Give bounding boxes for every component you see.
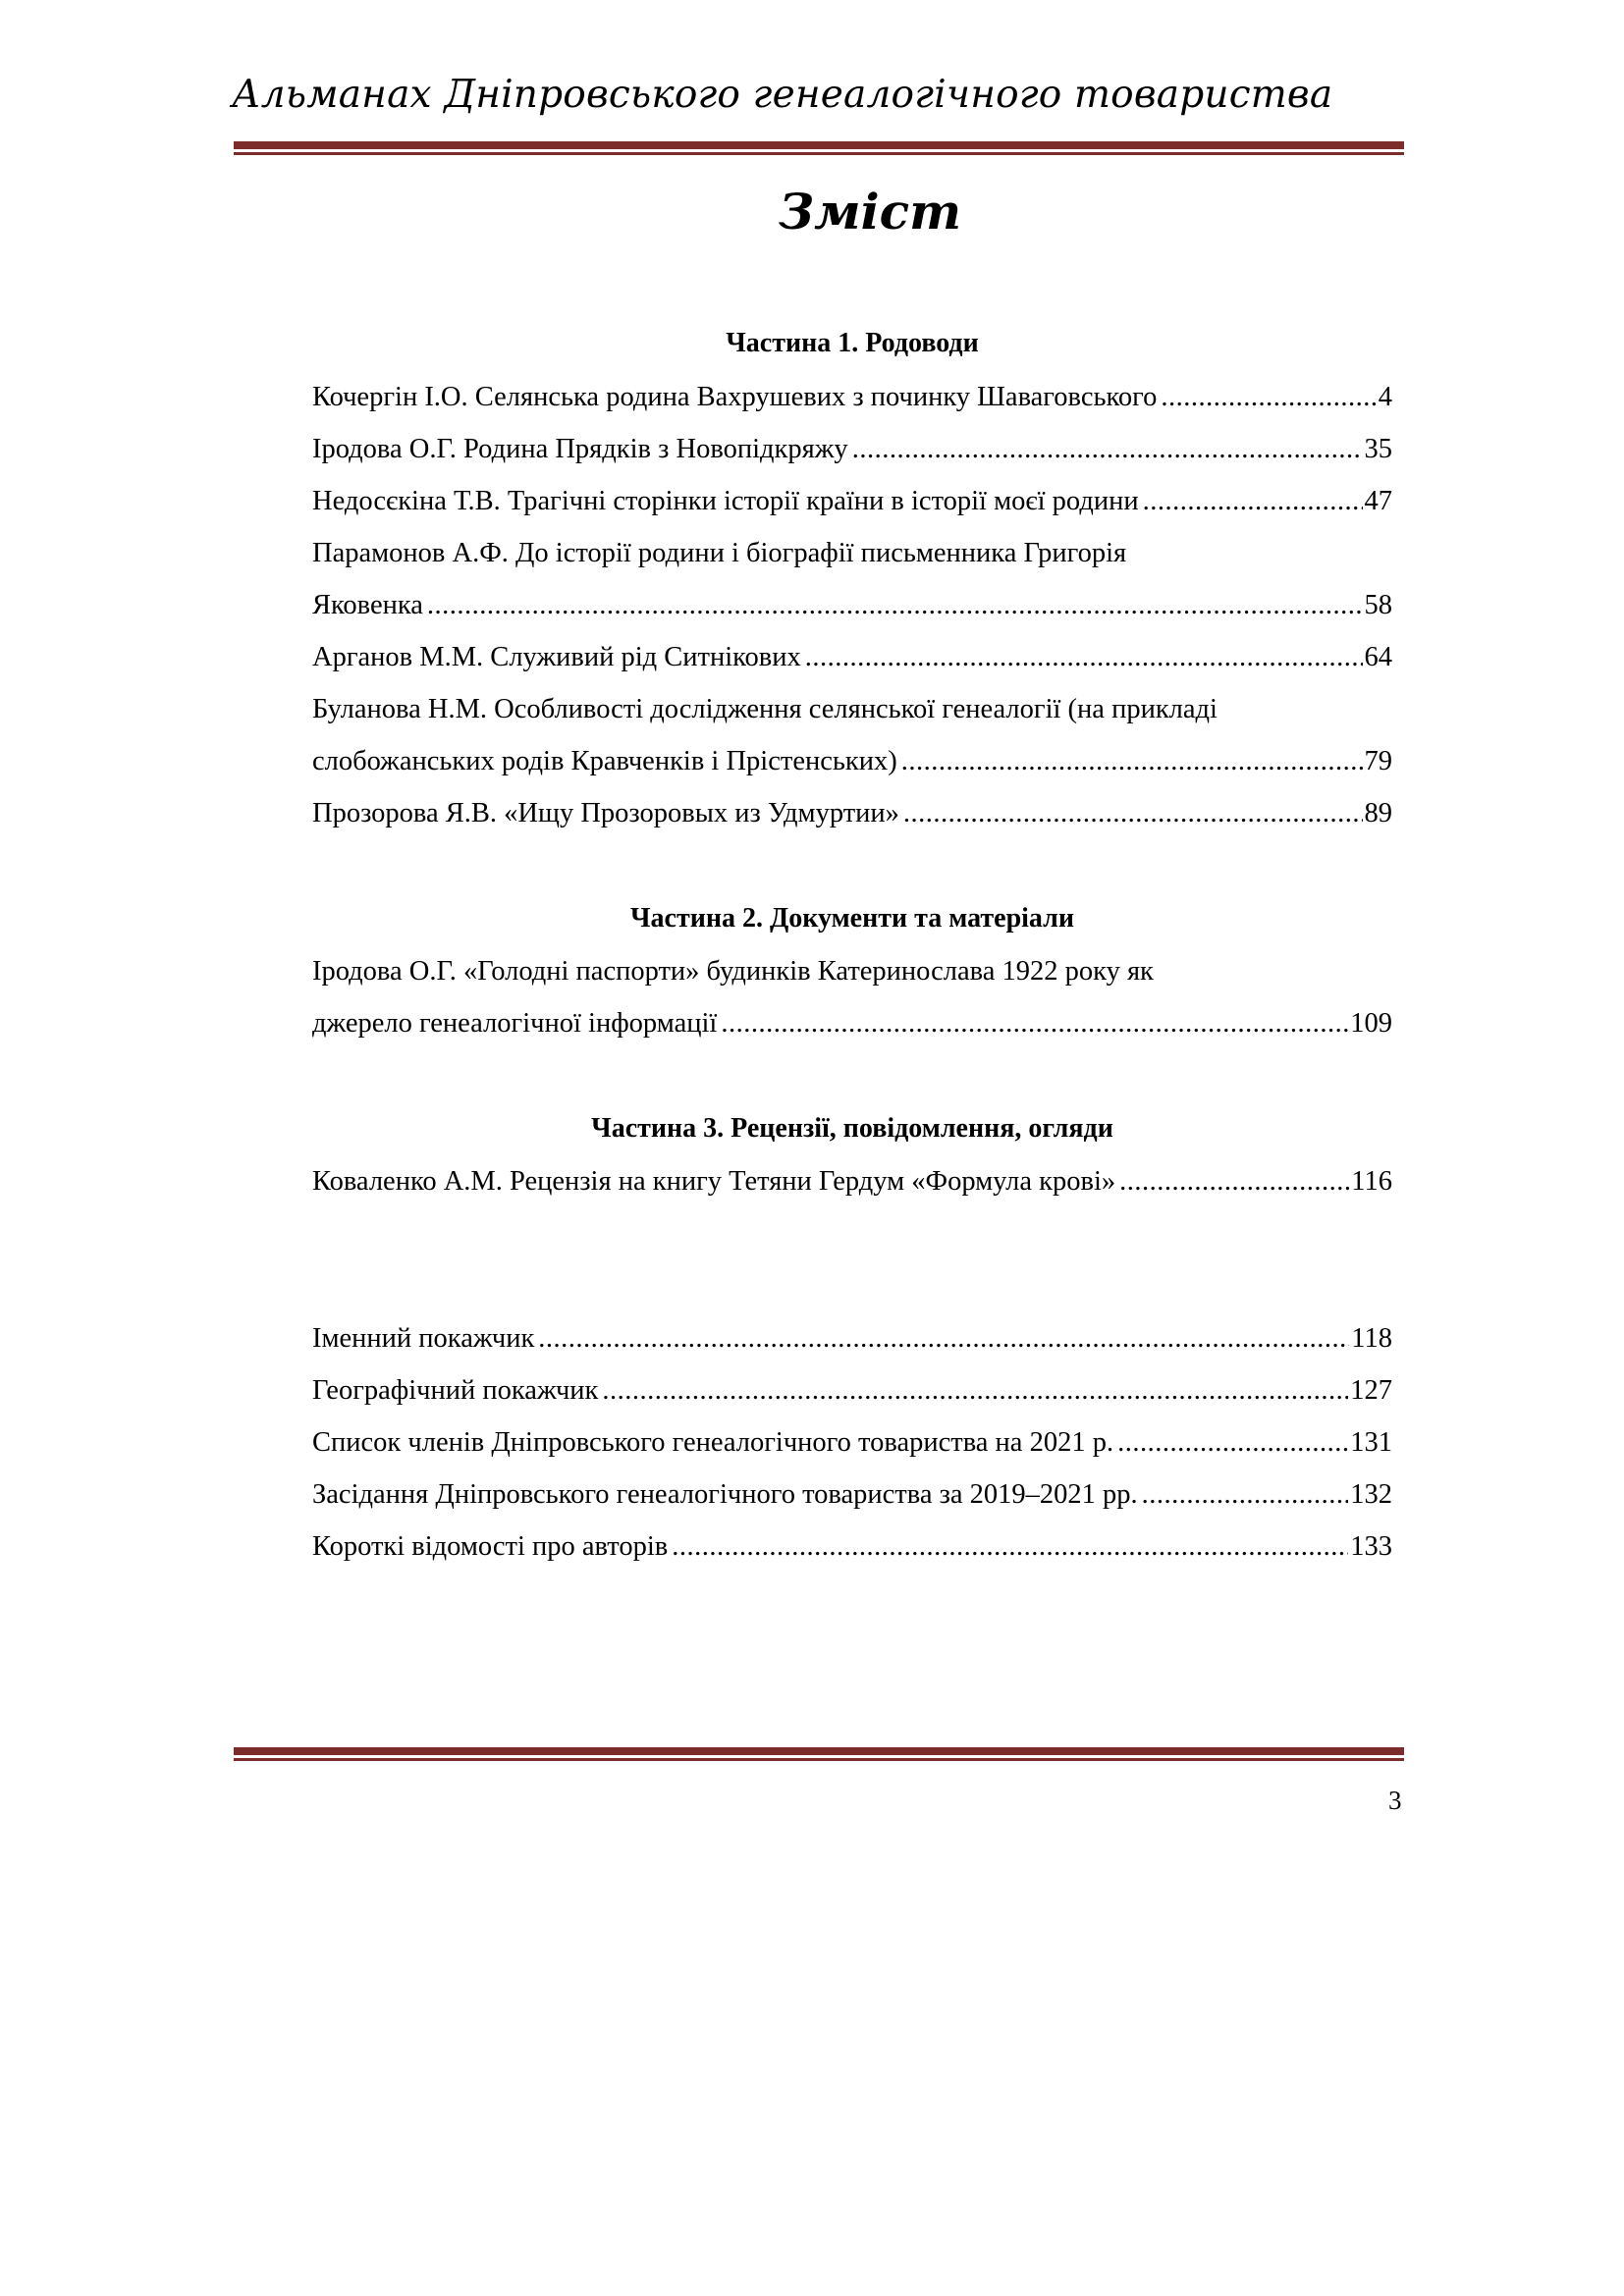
dot-leader <box>901 744 1363 779</box>
toc-entry[interactable] <box>312 380 1392 415</box>
toc-entry-title: Засідання Дніпровського генеалогічного товариства за 2019–2021 рр. <box>312 1479 1138 1510</box>
toc-entry-page: 133 <box>1350 1531 1392 1562</box>
toc-entry-title: Кочергін І.О. Селянська родина Вахрушевих з починку Шаваговського <box>312 382 1158 412</box>
dot-leader <box>1161 380 1376 415</box>
toc-entry[interactable] <box>312 432 1392 467</box>
toc-entry-title: Іродова О.Г. «Голодні паспорти» будинків Катеринослава 1922 року як <box>312 956 1154 987</box>
toc-entry[interactable] <box>312 1164 1392 1200</box>
toc-entry-page: 35 <box>1364 434 1392 464</box>
toc-entry-page: 58 <box>1364 590 1392 620</box>
toc-entry-title: слобожанських родів Кравченків і Прістенських) <box>312 746 897 776</box>
toc-entry[interactable] <box>312 588 1392 623</box>
toc-entry[interactable] <box>312 1006 1392 1041</box>
toc-entry-title: Прозорова Я.В. «Ищу Прозоровых из Удмуртии» <box>312 798 899 828</box>
page-title: Зміст <box>779 183 961 240</box>
toc-entry[interactable] <box>312 640 1392 675</box>
section-heading-1: Частина 1. Родоводи <box>726 328 979 358</box>
toc-entry-page: 89 <box>1364 798 1392 828</box>
toc-entry-name-index[interactable] <box>312 1321 1392 1357</box>
toc-entry-first-line[interactable] <box>312 536 1392 571</box>
footer-rule <box>234 1747 1404 1761</box>
section-heading-2: Частина 2. Документи та матеріали <box>629 903 1075 934</box>
toc-entry-title: Парамонов А.Ф. До історії родини і біографії письменника Григорія <box>312 538 1127 568</box>
toc-entry-page: 79 <box>1364 746 1392 776</box>
toc-entry-title: Іродова О.Г. Родина Прядків з Новопідкряжу <box>312 434 848 464</box>
toc-entry-page: 47 <box>1364 486 1392 516</box>
toc-entry-title: Буланова Н.М. Особливості дослідження селянської генеалогії (на прикладі <box>312 694 1218 724</box>
toc-entry-page: 64 <box>1364 642 1392 672</box>
dot-leader <box>1142 1477 1349 1513</box>
toc-entry-title: Яковенка <box>312 590 423 620</box>
toc-entry-geo-index[interactable] <box>312 1373 1392 1409</box>
toc-entry[interactable] <box>312 744 1392 779</box>
dot-leader <box>427 588 1363 623</box>
toc-entry[interactable] <box>312 796 1392 831</box>
header-rule <box>234 141 1404 155</box>
toc-entry-page: 109 <box>1350 1008 1392 1039</box>
toc-entry-page: 118 <box>1351 1323 1392 1354</box>
dot-leader <box>672 1529 1348 1565</box>
dot-leader <box>1117 1425 1348 1461</box>
page-number: 3 <box>1388 1786 1402 1815</box>
toc-entry-page: 131 <box>1350 1427 1392 1458</box>
toc-entry-title: Коваленко А.М. Рецензія на книгу Тетяни Гердум «Формула крові» <box>312 1166 1116 1197</box>
toc-entry-title: Арганов М.М. Служивий рід Ситнікових <box>312 642 801 672</box>
toc-entry-first-line[interactable] <box>312 692 1392 727</box>
dot-leader <box>602 1373 1348 1409</box>
running-title: Альманах Дніпровського генеалогічного товариства <box>232 73 1333 117</box>
dot-leader <box>1119 1164 1349 1200</box>
toc-entry-page: 4 <box>1378 382 1392 412</box>
dot-leader <box>1143 484 1363 519</box>
dot-leader <box>538 1321 1349 1357</box>
toc-entry-page: 116 <box>1351 1166 1392 1197</box>
toc-entry-title: Список членів Дніпровського генеалогічного товариства на 2021 р. <box>312 1427 1114 1458</box>
toc-entry-title: Недосєкіна Т.В. Трагічні сторінки історії країни в історії моєї родини <box>312 486 1139 516</box>
dot-leader <box>805 640 1363 675</box>
dot-leader <box>903 796 1363 831</box>
toc-entry-page: 132 <box>1350 1479 1392 1510</box>
toc-entry-first-line[interactable] <box>312 954 1392 989</box>
toc-entry-page: 127 <box>1350 1375 1392 1406</box>
toc-entry-title: Короткі відомості про авторів <box>312 1531 669 1562</box>
toc-entry-members-list[interactable] <box>312 1425 1392 1461</box>
toc-entry-meetings[interactable] <box>312 1477 1392 1513</box>
dot-leader <box>721 1006 1348 1041</box>
toc-entry-title: Іменний покажчик <box>312 1323 535 1354</box>
toc-entry-title: Географічний покажчик <box>312 1375 599 1406</box>
toc-entry[interactable] <box>312 484 1392 519</box>
toc-entry-title: джерело генеалогічної інформації <box>312 1008 718 1039</box>
dot-leader <box>852 432 1363 467</box>
toc-entry-authors[interactable] <box>312 1529 1392 1565</box>
section-heading-3: Частина 3. Рецензії, повідомлення, огляди <box>591 1113 1113 1144</box>
